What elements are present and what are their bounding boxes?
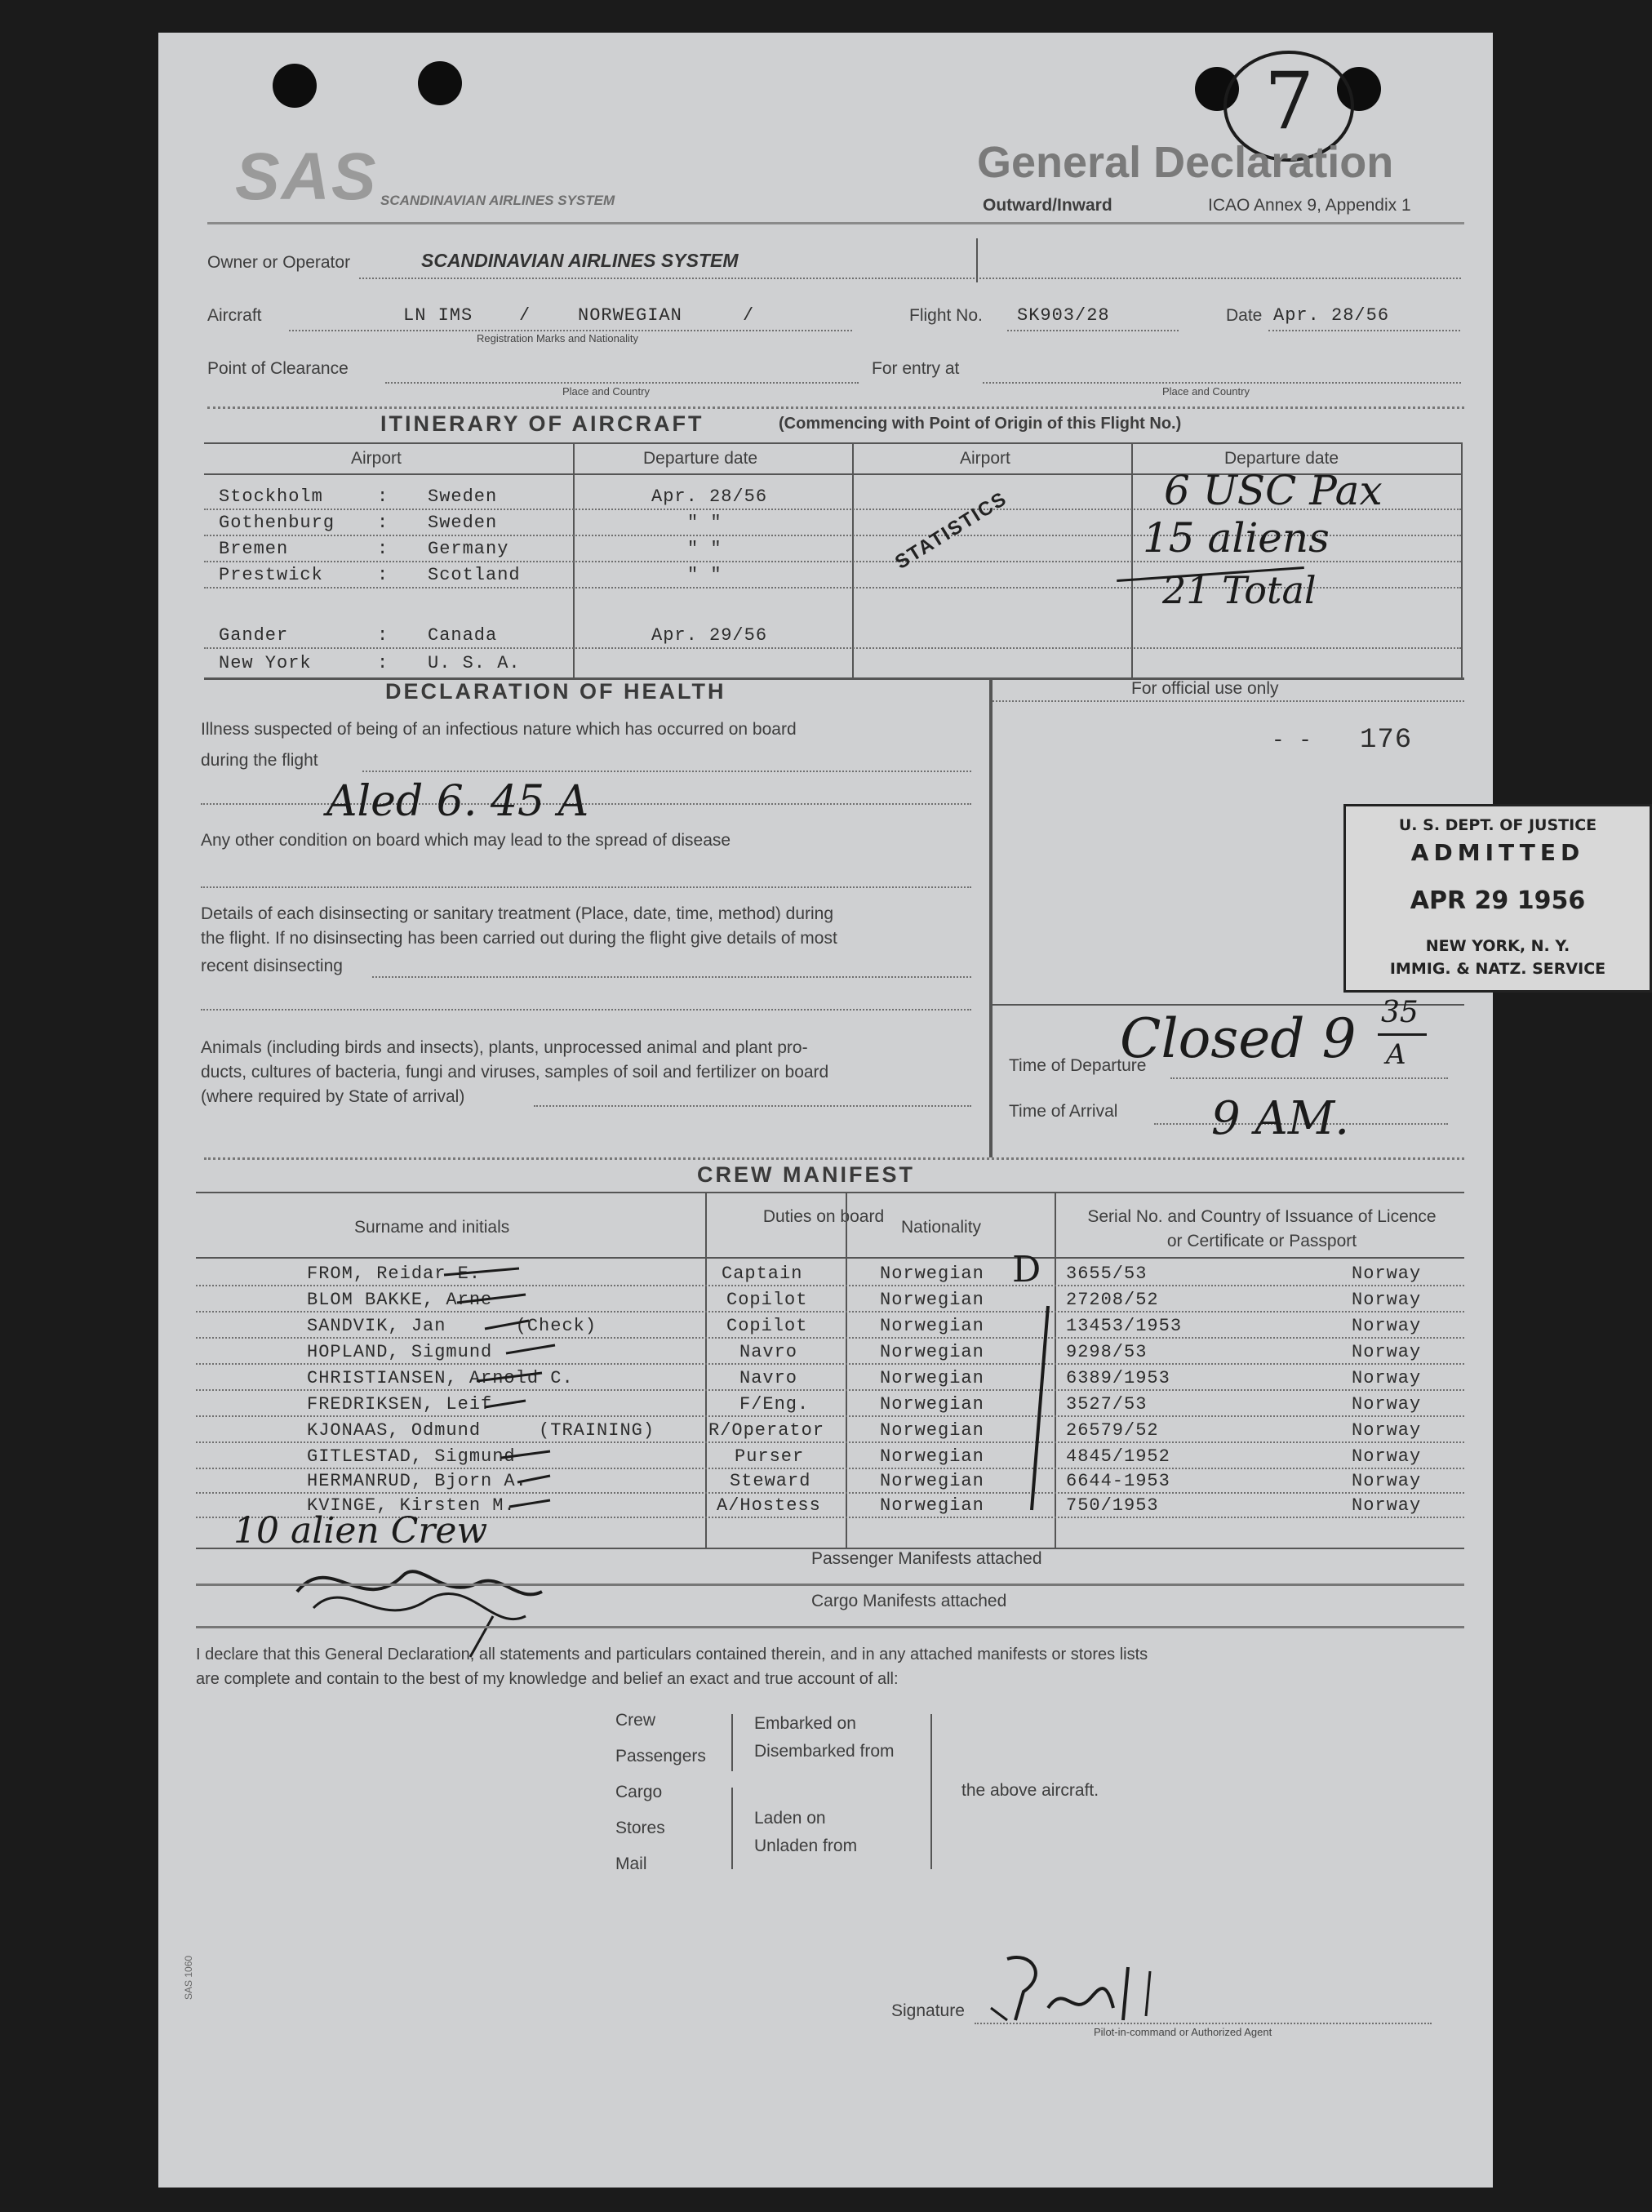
arrival-time-label: Time of Arrival [1009, 1102, 1118, 1121]
crew-name: SANDVIK, Jan (Check) [307, 1316, 597, 1336]
itinerary-row-line [204, 647, 1461, 649]
declaration-item-crew: Crew [615, 1711, 656, 1730]
declaration-unladen: Unladen from [754, 1837, 858, 1855]
declaration-bracket-2 [731, 1788, 733, 1869]
clearance-label: Point of Clearance [207, 359, 349, 378]
itinerary-date: " " [687, 565, 722, 585]
handwritten-closed-am: A [1386, 1038, 1406, 1071]
crew-header-top [196, 1192, 1464, 1193]
health-question-1-line-1: Illness suspected of being of an infectious nature which has occurred on board [201, 720, 797, 739]
itinerary-subtitle: (Commencing with Point of Origin of this Flight No.) [779, 415, 1182, 433]
itinerary-country: Sweden [428, 486, 498, 507]
declaration-item-mail: Mail [615, 1854, 647, 1873]
declaration-item-passengers: Passengers [615, 1747, 706, 1766]
crew-country: Norway [1352, 1264, 1422, 1284]
passenger-manifests-label: Passenger Manifests attached [811, 1549, 1042, 1568]
stamp-line-1: U. S. DEPT. OF JUSTICE [1398, 816, 1597, 834]
clearance-sub-label: Place and Country [562, 385, 650, 398]
departure-time-line [1170, 1077, 1448, 1079]
crew-serial: 3527/53 [1066, 1394, 1148, 1415]
itinerary-col-airport: Airport [351, 449, 402, 468]
crew-checkmark-strokes [428, 1257, 1064, 1559]
itinerary-city: Stockholm [219, 486, 323, 507]
punch-hole-center [418, 61, 462, 105]
form-code: SAS 1060 [183, 1955, 194, 2000]
crew-country: Norway [1352, 1495, 1422, 1516]
health-answer-line [534, 1105, 971, 1107]
itinerary-country: Germany [428, 539, 509, 559]
pilot-signature [983, 1943, 1170, 2032]
form-title: General Declaration [977, 138, 1394, 187]
itinerary-date: " " [687, 513, 722, 533]
stamp-line-3: APR 29 1956 [1410, 886, 1586, 915]
aircraft-sep-2: / [743, 305, 755, 326]
itinerary-col-departure: Departure date [643, 449, 758, 468]
crew-duty: R/Operator [708, 1420, 825, 1441]
handwritten-crew-d: D [1012, 1249, 1041, 1290]
flight-no-line [1007, 330, 1179, 331]
crew-name: BLOM BAKKE, Arne [307, 1290, 493, 1310]
itinerary-country: Sweden [428, 513, 498, 533]
itinerary-sep: : [377, 625, 389, 646]
crew-top-rule [204, 1157, 1464, 1160]
crew-name: KJONAAS, Odmund (TRAINING) [307, 1420, 655, 1441]
itinerary-sep: : [377, 539, 389, 559]
stamp-line-5: IMMIG. & NATZ. SERVICE [1389, 960, 1606, 978]
itinerary-sep: : [377, 653, 389, 673]
handwritten-arrival: 9 AM. [1211, 1092, 1350, 1145]
declaration-embarked: Embarked on [754, 1714, 856, 1733]
crew-col-duties: Duties on board [762, 1207, 885, 1226]
direction-label: Outward/Inward [983, 196, 1112, 215]
flight-no-value: SK903/28 [1017, 305, 1110, 326]
itinerary-sep: : [377, 513, 389, 533]
crew-nationality: Norwegian [880, 1264, 984, 1284]
crew-col-nationality: Nationality [901, 1218, 982, 1237]
health-answer-line [372, 976, 971, 978]
operator-value: SCANDINAVIAN AIRLINES SYSTEM [421, 250, 739, 271]
itinerary-top-rule [207, 406, 1464, 409]
handwritten-total: 21 Total [1162, 568, 1317, 612]
itinerary-col-div-4 [1461, 442, 1463, 679]
crew-title: CREW MANIFEST [697, 1162, 915, 1187]
itinerary-title: ITINERARY OF AIRCRAFT [380, 411, 704, 436]
health-title: DECLARATION OF HEALTH [385, 679, 726, 704]
punch-hole-left [273, 64, 317, 108]
health-question-4-line-1: Animals (including birds and insects), plants, unprocessed animal and plant pro- [201, 1038, 808, 1057]
handwritten-closed-rule [1378, 1033, 1427, 1036]
crew-country: Norway [1352, 1368, 1422, 1388]
sas-logo: SAS [235, 140, 378, 214]
entry-line [983, 382, 1461, 384]
health-answer-line [201, 886, 971, 888]
handwritten-aliens-count: 15 aliens [1143, 514, 1330, 562]
clearance-line [385, 382, 859, 384]
operator-line [359, 278, 1461, 279]
crew-nationality: Norwegian [880, 1368, 984, 1388]
itinerary-col-airport-2: Airport [960, 449, 1010, 468]
crew-name: HOPLAND, Sigmund [307, 1342, 493, 1362]
itinerary-country: Scotland [428, 565, 521, 585]
itinerary-col-departure-2: Departure date [1224, 449, 1339, 468]
crew-name: FREDRIKSEN, Leif [307, 1394, 493, 1415]
health-question-3-line-2: the flight. If no disinsecting has been carried out during the flight give details of most [201, 929, 837, 948]
cargo-manifests-rule [196, 1626, 1464, 1628]
crew-duty: Purser [735, 1446, 805, 1467]
health-answer-line [201, 1009, 971, 1011]
declaration-bracket-1 [731, 1714, 733, 1771]
entry-label: For entry at [872, 359, 960, 378]
crew-name: KVINGE, Kirsten M. [307, 1495, 516, 1516]
aircraft-sep-1: / [519, 305, 531, 326]
crew-duty: Captain [722, 1264, 803, 1284]
aircraft-nationality: NORWEGIAN [578, 305, 682, 326]
crew-country: Norway [1352, 1420, 1422, 1441]
declaration-form [158, 33, 1606, 2188]
operator-label: Owner or Operator [207, 253, 351, 272]
date-line [1268, 330, 1460, 331]
handwritten-alien-crew: 10 alien Crew [233, 1510, 488, 1552]
official-title-rule [993, 700, 1464, 702]
date-value: Apr. 28/56 [1273, 305, 1390, 326]
aircraft-line [289, 330, 852, 331]
crew-serial: 26579/52 [1066, 1420, 1159, 1441]
itinerary-header-top [204, 442, 1461, 444]
itinerary-date: Apr. 29/56 [651, 625, 768, 646]
aircraft-registration: LN IMS [403, 305, 473, 326]
crew-duty: F/Eng. [739, 1394, 810, 1415]
health-question-3-line-1: Details of each disinsecting or sanitary treatment (Place, date, time, method) during [201, 904, 834, 923]
crew-serial: 6389/1953 [1066, 1368, 1170, 1388]
handwritten-closed: Closed 9 [1120, 1007, 1357, 1070]
crew-nationality: Norwegian [880, 1446, 984, 1467]
itinerary-date: " " [687, 539, 722, 559]
crew-serial: 3655/53 [1066, 1264, 1148, 1284]
crew-nationality: Norwegian [880, 1420, 984, 1441]
statistics-stamp: STATISTICS [891, 487, 1011, 574]
departure-time-label: Time of Departure [1009, 1056, 1147, 1075]
itinerary-city: Gander [219, 625, 289, 646]
page-number-handwritten: 7 [1264, 56, 1315, 147]
crew-country: Norway [1352, 1471, 1422, 1491]
crew-name: HERMANRUD, Bjorn A. [307, 1471, 527, 1491]
date-label: Date [1226, 306, 1263, 325]
crew-duty: Navro [739, 1342, 798, 1362]
declaration-bracket-3 [930, 1714, 932, 1869]
signature-label: Signature [891, 2001, 965, 2020]
entry-sub-label: Place and Country [1162, 385, 1250, 398]
crew-duty: A/Hostess [717, 1495, 821, 1516]
declaration-text-line-1: I declare that this General Declaration, all statements and particulars contained therein, and in any attached manifests or stores lists [196, 1646, 1148, 1663]
health-question-1-line-2: during the flight [201, 751, 318, 770]
health-question-4-line-3: (where required by State of arrival) [201, 1087, 465, 1106]
health-question-2: Any other condition on board which may lead to the spread of disease [201, 831, 731, 850]
crew-duty: Copilot [726, 1316, 808, 1336]
declaration-item-cargo: Cargo [615, 1783, 663, 1801]
health-official-divider [989, 677, 993, 1157]
sas-logo-subtitle: SCANDINAVIAN AIRLINES SYSTEM [380, 193, 615, 208]
crew-name: CHRISTIANSEN, Arnold C. [307, 1368, 574, 1388]
stamp-line-2: ADMITTED [1410, 839, 1585, 866]
itinerary-country: Canada [428, 625, 498, 646]
aircraft-sub-label: Registration Marks and Nationality [477, 332, 638, 344]
crew-country: Norway [1352, 1290, 1422, 1310]
official-number: 176 [1360, 725, 1413, 756]
declaration-laden: Laden on [754, 1809, 826, 1828]
crew-serial: 6644-1953 [1066, 1471, 1170, 1491]
stamp-line-4: NEW YORK, N. Y. [1425, 937, 1570, 955]
crew-serial: 13453/1953 [1066, 1316, 1183, 1336]
crew-nationality: Norwegian [880, 1290, 984, 1310]
operator-divider [976, 238, 978, 282]
crew-col-serial: Serial No. and Country of Issuance of Licence or Certificate or Passport [1087, 1207, 1437, 1250]
official-number-dashes: - - [1272, 728, 1312, 753]
crew-name: FROM, Reidar E. [307, 1264, 482, 1284]
health-answer-line [362, 771, 971, 772]
itinerary-date: Apr. 28/56 [651, 486, 768, 507]
crew-nationality: Norwegian [880, 1495, 984, 1516]
crew-nationality: Norwegian [880, 1394, 984, 1415]
cargo-manifests-label: Cargo Manifests attached [811, 1592, 1007, 1610]
crew-duty: Steward [730, 1471, 811, 1491]
crew-serial: 9298/53 [1066, 1342, 1148, 1362]
aircraft-label: Aircraft [207, 306, 262, 325]
crew-nationality: Norwegian [880, 1342, 984, 1362]
crew-duty: Navro [739, 1368, 798, 1388]
crew-country: Norway [1352, 1342, 1422, 1362]
crew-col-name: Surname and initials [354, 1218, 510, 1237]
itinerary-city: Bremen [219, 539, 289, 559]
itinerary-country: U. S. A. [428, 653, 521, 673]
health-question-4-line-2: ducts, cultures of bacteria, fungi and viruses, samples of soil and fertilizer on board [201, 1063, 829, 1082]
immigration-stamp [1343, 804, 1652, 993]
signature-sub-label: Pilot-in-command or Authorized Agent [1094, 2026, 1272, 2038]
crew-serial: 27208/52 [1066, 1290, 1159, 1310]
declaration-disembarked: Disembarked from [754, 1742, 895, 1761]
crew-duty: Copilot [726, 1290, 808, 1310]
passenger-manifests-rule [196, 1583, 1464, 1586]
itinerary-city: New York [219, 653, 312, 673]
itinerary-city: Gothenburg [219, 513, 335, 533]
crew-country: Norway [1352, 1316, 1422, 1336]
flight-no-label: Flight No. [909, 306, 983, 325]
crew-nationality: Norwegian [880, 1316, 984, 1336]
crew-country: Norway [1352, 1446, 1422, 1467]
itinerary-city: Prestwick [219, 565, 323, 585]
crew-serial: 4845/1952 [1066, 1446, 1170, 1467]
declaration-aircraft-text: the above aircraft. [961, 1781, 1099, 1800]
crew-country: Norway [1352, 1394, 1422, 1415]
crew-serial: 750/1953 [1066, 1495, 1159, 1516]
official-use-title: For official use only [1131, 679, 1279, 698]
declaration-text-line-2: are complete and contain to the best of my knowledge and belief an exact and true account of all: [196, 1670, 899, 1688]
handwritten-pax-count: 6 USC Pax [1164, 467, 1383, 514]
handwritten-closed-minutes: 35 [1381, 996, 1419, 1029]
health-question-3-line-3: recent disinsecting [201, 957, 343, 975]
icao-reference: ICAO Annex 9, Appendix 1 [1208, 196, 1411, 215]
itinerary-sep: : [377, 486, 389, 507]
declaration-item-stores: Stores [615, 1819, 665, 1837]
crew-name: GITLESTAD, Sigmund [307, 1446, 516, 1467]
health-handwritten-note: Aled 6. 45 A [326, 777, 589, 826]
crew-nationality: Norwegian [880, 1471, 984, 1491]
itinerary-sep: : [377, 565, 389, 585]
header-rule [207, 222, 1464, 224]
